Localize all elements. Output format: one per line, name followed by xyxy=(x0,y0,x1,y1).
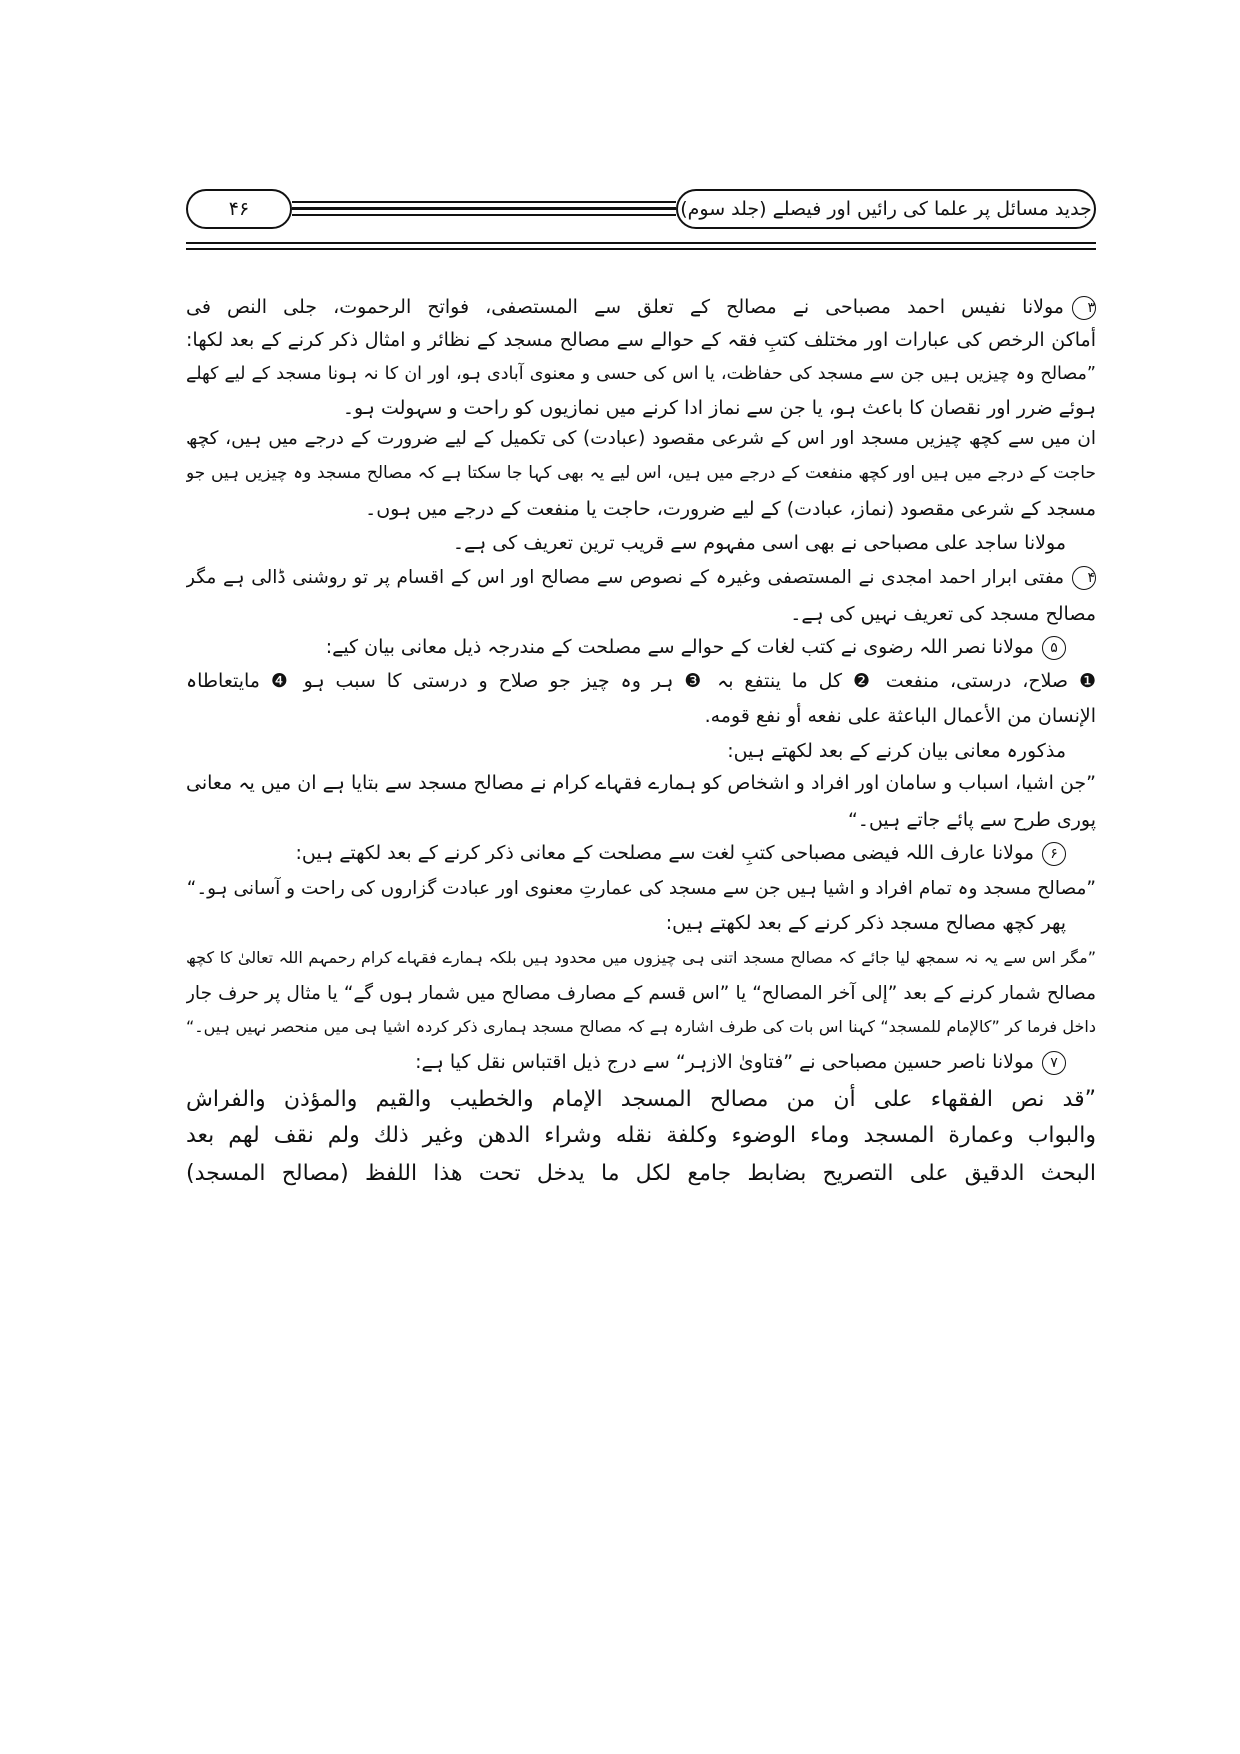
line-text: مولانا ناصر حسین مصباحی نے ”فتاویٰ الازہر“ سے درج ذیل اقتباس نقل کیا ہے: xyxy=(415,1051,1034,1073)
page-number-text: ۴۶ xyxy=(228,198,250,220)
line-text: پھر کچھ مصالح مسجد ذکر کرنے کے بعد لکھتے ہیں: xyxy=(665,912,1066,934)
line-text: ”قد نص الفقهاء على أن من مصالح المسجد الإمام والخطيب والقيم والمؤذن والفراش xyxy=(186,1087,1096,1112)
text-line xyxy=(186,1157,1096,1191)
circled-number-icon: ۷ xyxy=(1042,1051,1066,1075)
header-divider-2 xyxy=(186,248,1096,250)
circled-number-icon: ۴ xyxy=(1072,566,1096,590)
line-text: الإنسان من الأعمال الباعثة على نفعه أو نفع قومه. xyxy=(704,705,1096,727)
text-line xyxy=(186,424,1096,454)
line-text: حاجت کے درجے میں ہیں اور کچھ منفعت کے درجے میں ہیں، اس لیے یہ بھی کہا جا سکتا ہے کہ مصالح مسجد وہ چیزیں ہیں جو xyxy=(186,463,1096,483)
text-line xyxy=(186,874,1096,904)
text-line xyxy=(186,359,1096,389)
text-line xyxy=(186,1119,1096,1153)
line-text: مولانا نفیس احمد مصباحی نے مصالح کے تعلق سے المستصفی، فواتح الرحموت، جلی النص فی xyxy=(186,296,1064,318)
line-text: مفتی ابرار احمد امجدی نے المستصفی وغیرہ کے نصوص سے مصالح اور اس کے اقسام پر تو روشنی ڈالی ہے مگر xyxy=(186,567,1064,588)
text-line xyxy=(186,1083,1096,1117)
text-line xyxy=(186,701,1096,731)
text-line xyxy=(186,563,1096,593)
header-rule-top xyxy=(292,201,676,203)
text-line xyxy=(186,943,1096,973)
line-text: مولانا عارف اللہ فیضی مصباحی کتبِ لغت سے مصلحت کے معانی ذکر کرنے کے بعد لکھتے ہیں: xyxy=(295,842,1034,864)
text-line xyxy=(186,979,1096,1009)
line-text: مسجد کے شرعی مقصود (نماز، عبادت) کے لیے ضرورت، حاجت یا منفعت کے درجے میں ہوں۔ xyxy=(365,498,1096,520)
text-line xyxy=(186,736,1096,766)
circled-number-icon: ۳ xyxy=(1072,296,1096,320)
text-line xyxy=(186,1012,1096,1042)
text-line xyxy=(186,838,1096,868)
circled-number-icon: ۵ xyxy=(1042,636,1066,660)
book-title xyxy=(676,189,1096,229)
text-line xyxy=(186,458,1096,488)
text-line xyxy=(186,632,1096,662)
header-rule-middle xyxy=(292,207,676,210)
line-text: مذکورہ معانی بیان کرنے کے بعد لکھتے ہیں: xyxy=(727,740,1066,762)
line-text: داخل فرما کر ”کالإمام للمسجد“ کہنا اس بات کی طرف اشارہ ہے کہ مصالح مسجد ہماری ذکر کردہ اشیا ہی میں منحصر نہیں ہیں۔“ xyxy=(186,1017,1096,1036)
line-text: ”مصالح وہ چیزیں ہیں جن سے مسجد کی حفاظت، یا اس کی حسی و معنوی آبادی ہو، اور ان کا نہ ہونا مسجد کے لیے کھلے xyxy=(186,364,1096,384)
line-text: پوری طرح سے پائے جاتے ہیں۔“ xyxy=(847,809,1096,831)
text-line xyxy=(186,599,1096,629)
line-text: مولانا ساجد علی مصباحی نے بھی اسی مفہوم سے قریب ترین تعریف کی ہے۔ xyxy=(452,532,1066,554)
book-title-text: جدید مسائل پر علما کی رائیں اور فیصلے (جلد سوم) xyxy=(680,198,1092,220)
text-line xyxy=(186,393,1096,423)
line-text: ”جن اشیا، اسباب و سامان اور افراد و اشخاص کو ہمارے فقہاے کرام نے مصالح مسجد سے بتایا ہے ان میں یہ معانی xyxy=(186,772,1096,794)
text-line xyxy=(186,666,1096,696)
line-text: مصالح شمار کرنے کے بعد ”إلى آخر المصالح“ یا ”اس قسم کے مصارف مصالح میں شمار ہوں گے“ یا مثال پر حرف جار xyxy=(186,983,1096,1004)
line-text: ❶ صلاح، درستی، منفعت ❷ کل ما ینتفع بہ ❸ ہر وہ چیز جو صلاح و درستی کا سبب ہو ❹ مایتعاطاہ xyxy=(186,670,1096,692)
line-text: أماکن الرخص کی عبارات اور مختلف کتبِ فقہ کے حوالے سے مصالح مسجد کے نظائر و امثال ذکر کرنے کے بعد لکھا: xyxy=(186,329,1096,351)
line-text: مصالح مسجد کی تعریف نہیں کی ہے۔ xyxy=(790,603,1096,625)
text-line xyxy=(186,805,1096,835)
page-number xyxy=(186,189,292,229)
line-text: ”مگر اس سے یہ نہ سمجھ لیا جائے کہ مصالح مسجد اتنی ہی چیزوں میں محدود ہیں بلکہ ہمارے فقہاے کرام رحمہم اللہ تعالیٰ کا کچھ xyxy=(186,948,1096,967)
text-line xyxy=(186,494,1096,524)
line-text: والبواب وعمارة المسجد وماء الوضوء وكلفة نقله وشراء الدهن وغير ذلك ولم نقف لهم بعد xyxy=(186,1123,1096,1148)
text-line xyxy=(186,325,1096,355)
text-line xyxy=(186,1047,1096,1077)
text-line xyxy=(186,908,1096,938)
line-text: ”مصالح مسجد وہ تمام افراد و اشیا ہیں جن سے مسجد کی عمارتِ معنوی اور عبادت گزاروں کی راحت و آسانی ہو۔“ xyxy=(186,878,1096,899)
text-line xyxy=(186,528,1096,558)
text-line xyxy=(186,768,1096,798)
text-line xyxy=(186,292,1096,322)
line-text: البحث الدقيق على التصريح بضابط جامع لكل ما يدخل تحت هذا اللفظ (مصالح المسجد) xyxy=(186,1161,1096,1186)
circled-number-icon: ۶ xyxy=(1042,842,1066,866)
line-text: ان میں سے کچھ چیزیں مسجد اور اس کے شرعی مقصود (عبادت) کی تکمیل کے لیے ضرورت کے درجے میں ہیں، کچھ xyxy=(186,428,1096,449)
line-text: ہوئے ضرر اور نقصان کا باعث ہو، یا جن سے نماز ادا کرنے میں نمازیوں کو راحت و سہولت ہو۔ xyxy=(342,397,1096,419)
header-divider xyxy=(186,242,1096,244)
line-text: مولانا نصر اللہ رضوی نے کتب لغات کے حوالے سے مصلحت کے مندرجہ ذیل معانی بیان کیے: xyxy=(325,636,1034,658)
header-rule-bottom xyxy=(292,214,676,216)
